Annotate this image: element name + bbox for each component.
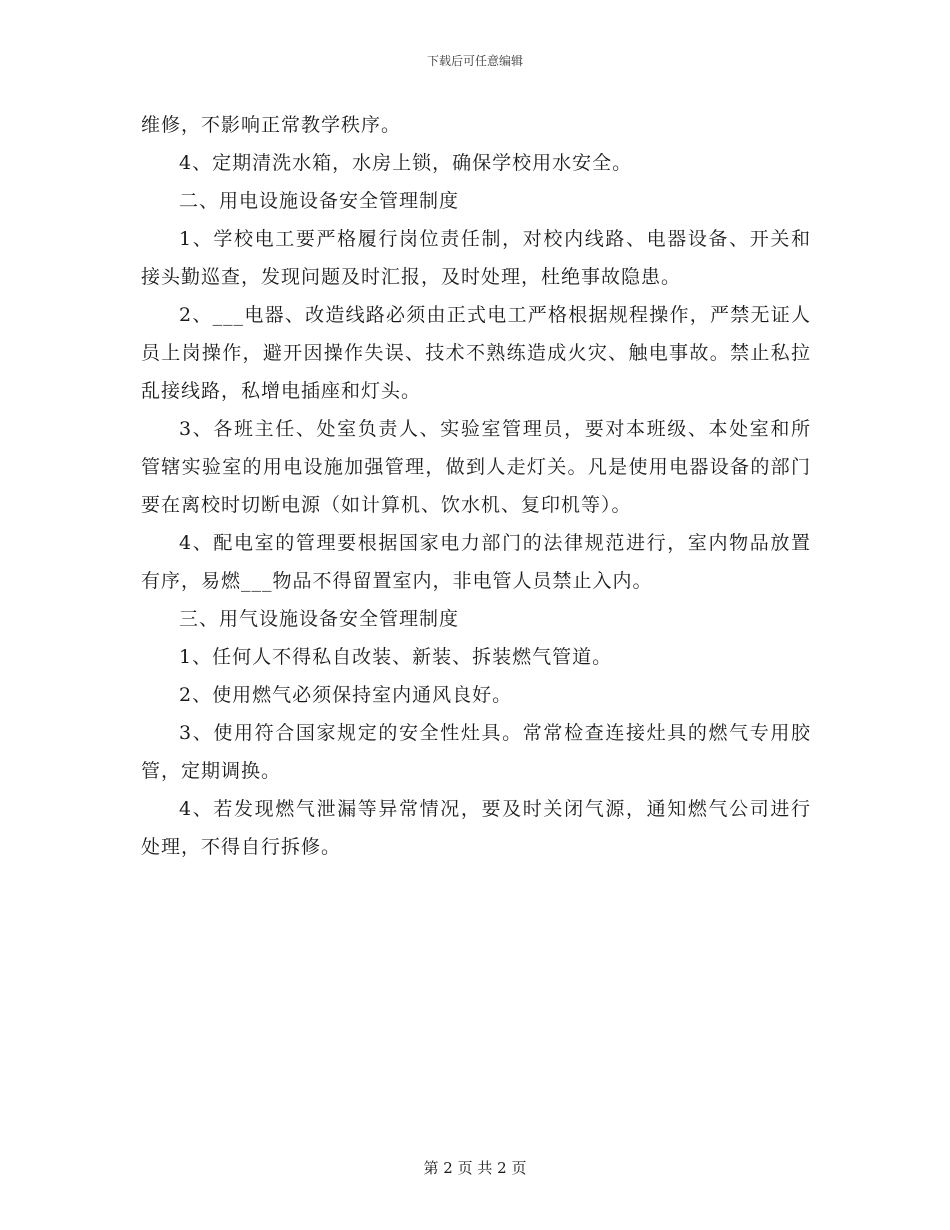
page-footer: 第 2 页 共 2 页 (423, 1159, 527, 1177)
paragraph-gas-item-4: 4、若发现燃气泄漏等异常情况，要及时关闭气源，通知燃气公司进行处理，不得自行拆修。 (141, 798, 811, 858)
paragraph-water-item-4: 4、定期清洗水箱，水房上锁，确保学校用水安全。 (179, 152, 633, 174)
paragraph-electricity-item-2: 2、___电器、改造线路必须由正式电工严格根据规程操作，严禁无证人员上岗操作，避开因操作失误、技术不熟练造成火灾、触电事故。禁止私拉乱接线路，私增电插座和灯头。 (141, 304, 811, 402)
section-heading-gas: 三、用气设施设备安全管理制度 (179, 608, 460, 630)
paragraph-gas-item-1: 1、任何人不得私自改装、新装、拆装燃气管道。 (179, 646, 613, 668)
paragraph-electricity-item-4: 4、配电室的管理要根据国家电力部门的法律规范进行，室内物品放置有序，易燃___物品不得留置室内，非电管人员禁止入内。 (141, 532, 811, 592)
document-body (141, 106, 811, 866)
paragraph-electricity-item-3: 3、各班主任、处室负责人、实验室管理员，要对本班级、本处室和所管辖实验室的用电设施加强管理，做到人走灯关。凡是使用电器设备的部门要在离校时切断电源（如计算机、饮水机、复印机等）。 (141, 418, 811, 516)
paragraph-gas-item-3: 3、使用符合国家规定的安全性灶具。常常检查连接灶具的燃气专用胶管，定期调换。 (141, 722, 811, 782)
paragraph-continuation: 维修，不影响正常教学秩序。 (141, 114, 402, 136)
section-heading-electricity: 二、用电设施设备安全管理制度 (179, 190, 460, 212)
paragraph-electricity-item-1: 1、学校电工要严格履行岗位责任制，对校内线路、电器设备、开关和接头勤巡查，发现问题及时汇报，及时处理，杜绝事故隐患。 (141, 228, 811, 288)
paragraph-gas-item-2: 2、使用燃气必须保持室内通风良好。 (179, 684, 513, 706)
page-header: 下载后可任意编辑 (426, 54, 523, 68)
